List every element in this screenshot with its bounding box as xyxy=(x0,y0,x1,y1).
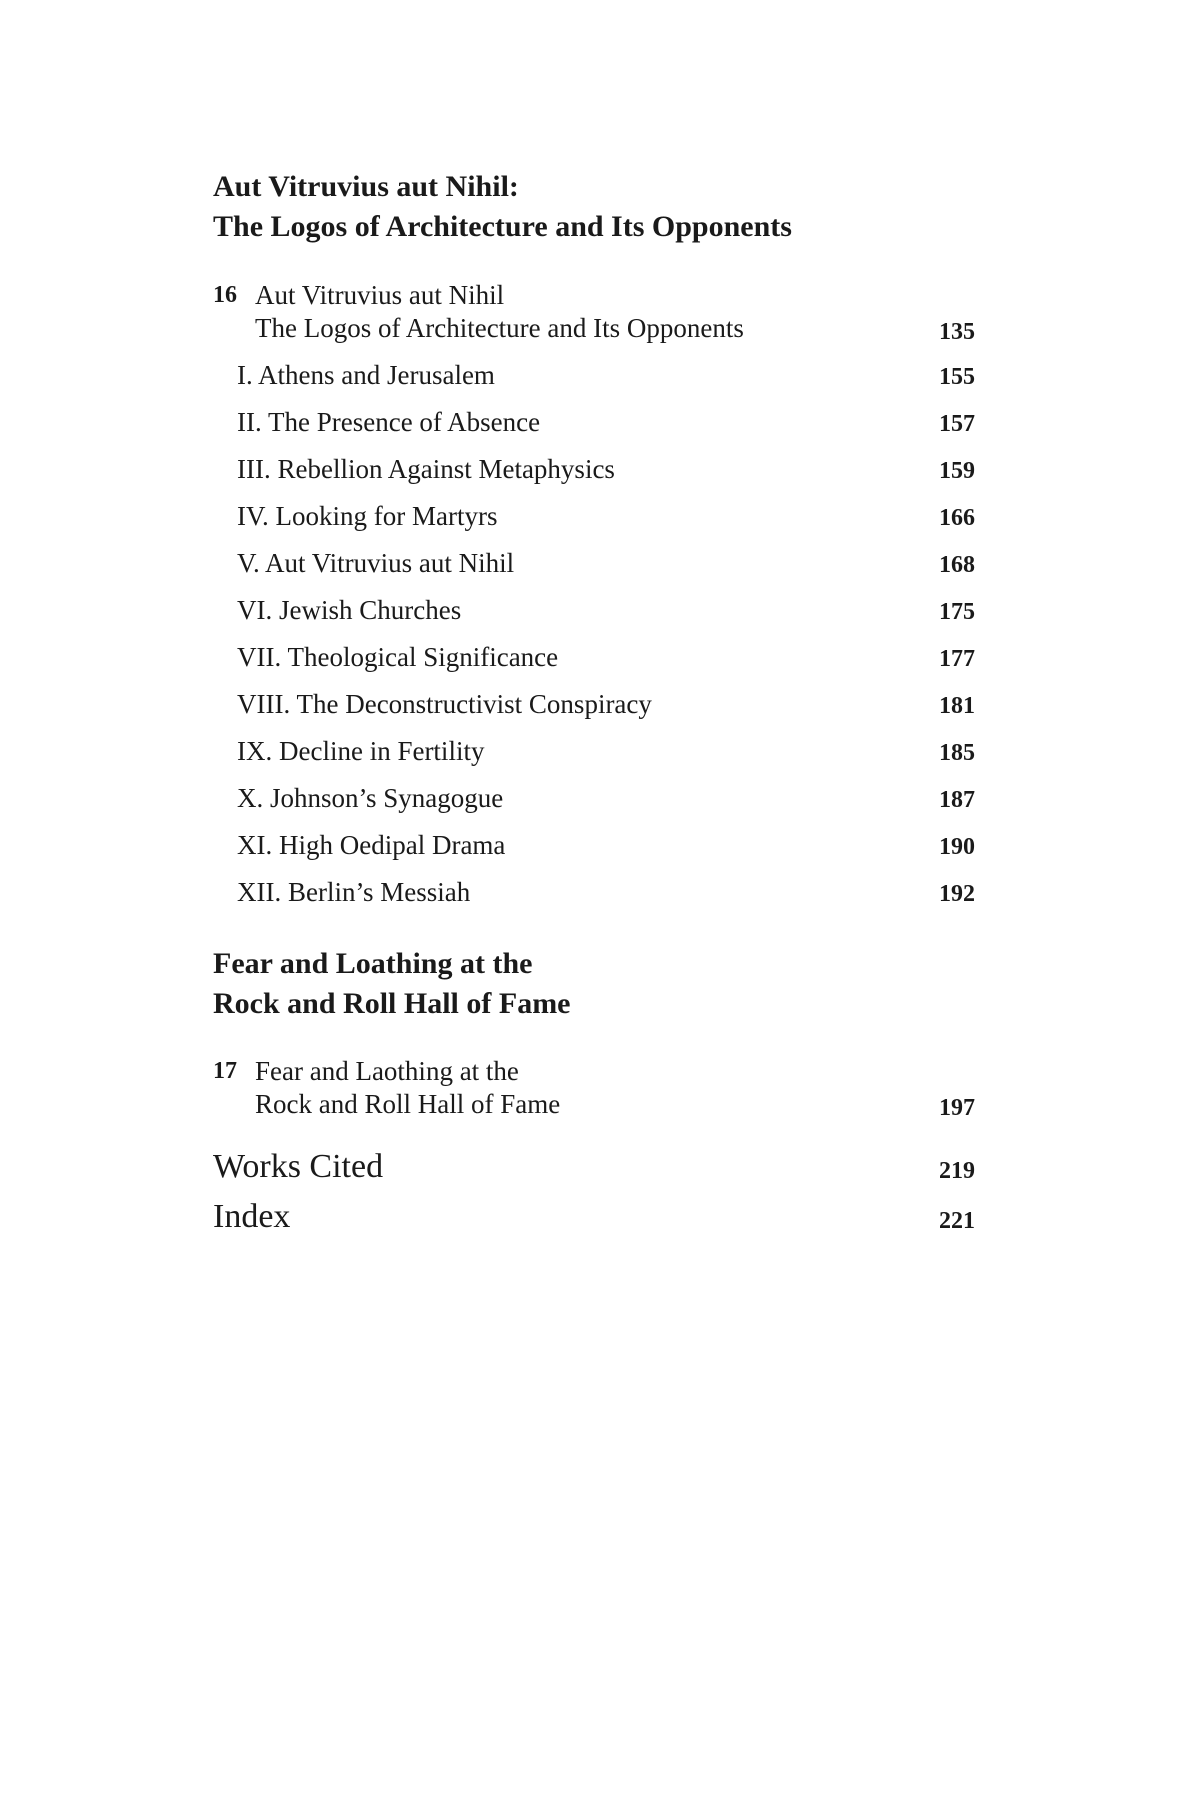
page-number: 197 xyxy=(939,1095,975,1121)
section-title: XI. High Oedipal Drama xyxy=(237,830,506,860)
toc-section-entry[interactable] xyxy=(237,355,975,395)
page-number: 175 xyxy=(939,599,975,625)
part-heading-line1: Fear and Loathing at the xyxy=(213,947,533,980)
toc-section-entry[interactable] xyxy=(237,449,975,489)
page-number: 185 xyxy=(939,740,975,766)
part-heading-line1: Aut Vitruvius aut Nihil: xyxy=(213,170,519,203)
part-heading xyxy=(213,167,993,247)
toc-chapter-entry[interactable] xyxy=(213,279,975,349)
toc-section-entry[interactable] xyxy=(237,590,975,630)
toc-section-entry[interactable] xyxy=(237,872,975,912)
page-number: 159 xyxy=(939,458,975,484)
page-number: 168 xyxy=(939,552,975,578)
section-title: VI. Jewish Churches xyxy=(237,595,462,625)
section-title: I. Athens and Jerusalem xyxy=(237,360,495,390)
section-title: IV. Looking for Martyrs xyxy=(237,501,498,531)
page-number: 155 xyxy=(939,364,975,390)
section-title: VIII. The Deconstructivist Conspiracy xyxy=(237,689,652,719)
chapter-title-line2: Rock and Roll Hall of Fame xyxy=(255,1089,561,1119)
toc-section-entry[interactable] xyxy=(237,637,975,677)
back-matter-title: Works Cited xyxy=(213,1148,384,1185)
page-number: 135 xyxy=(939,319,975,345)
page-number: 166 xyxy=(939,505,975,531)
page-number: 190 xyxy=(939,834,975,860)
chapter-number: 16 xyxy=(213,282,237,308)
toc-chapter-entry[interactable] xyxy=(213,1055,975,1125)
toc-back-matter-entry[interactable] xyxy=(213,1192,975,1242)
toc-section-entry[interactable] xyxy=(237,731,975,771)
section-title: VII. Theological Significance xyxy=(237,642,559,672)
section-title: IX. Decline in Fertility xyxy=(237,736,485,766)
page-number: 221 xyxy=(939,1208,975,1234)
toc-section-entry[interactable] xyxy=(237,684,975,724)
section-title: X. Johnson’s Synagogue xyxy=(237,783,504,813)
back-matter-title: Index xyxy=(213,1198,291,1235)
toc-section-entry[interactable] xyxy=(237,543,975,583)
chapter-number: 17 xyxy=(213,1058,237,1084)
toc-section-entry[interactable] xyxy=(237,778,975,818)
page-number: 157 xyxy=(939,411,975,437)
toc-section-entry[interactable] xyxy=(237,496,975,536)
section-title: XII. Berlin’s Messiah xyxy=(237,877,471,907)
toc-back-matter-entry[interactable] xyxy=(213,1142,975,1192)
page-number: 181 xyxy=(939,693,975,719)
page-number: 219 xyxy=(939,1158,975,1184)
part-heading-line2: Rock and Roll Hall of Fame xyxy=(213,987,571,1020)
page-number: 187 xyxy=(939,787,975,813)
part-heading-line2: The Logos of Architecture and Its Opponents xyxy=(213,210,792,243)
section-title: V. Aut Vitruvius aut Nihil xyxy=(237,548,515,578)
section-title: II. The Presence of Absence xyxy=(237,407,541,437)
chapter-title-line1: Fear and Laothing at the xyxy=(255,1056,519,1086)
chapter-title-line1: Aut Vitruvius aut Nihil xyxy=(255,280,505,310)
toc-section-entry[interactable] xyxy=(237,825,975,865)
chapter-title-line2: The Logos of Architecture and Its Opponents xyxy=(255,313,744,343)
part-heading xyxy=(213,944,993,1024)
page-number: 192 xyxy=(939,881,975,907)
toc-section-entry[interactable] xyxy=(237,402,975,442)
section-title: III. Rebellion Against Metaphysics xyxy=(237,454,615,484)
page-number: 177 xyxy=(939,646,975,672)
